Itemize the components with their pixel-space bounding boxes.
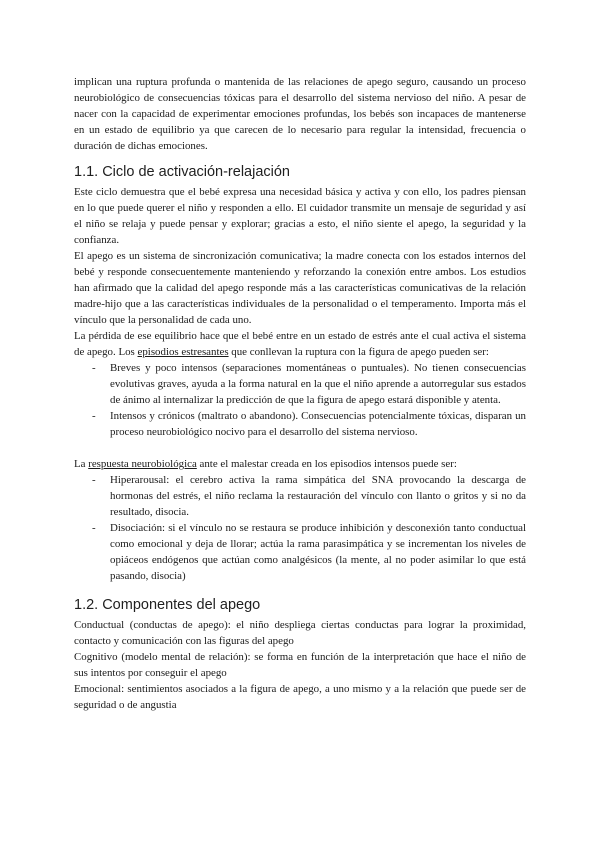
response-text-before: La — [74, 458, 89, 470]
stress-text-after: que conllevan la ruptura con la figura de apego pueden ser: — [228, 346, 489, 358]
list-item: - Disociación: si el vínculo no se restaura se produce inhibición y desconexión tanto conductual como emocional y deja de llorar; actúa la rama parasimpática y se incrementan los niveles de opiáceos endógenos que actúan como analgésicos (la mente, al no poder asimilar lo que está pasando, disocia) — [110, 520, 526, 584]
response-list — [74, 472, 526, 584]
paragraph-sync: El apego es un sistema de sincronización comunicativa; la madre conecta con los estados internos del bebé y responde consecuentemente manteniendo y reforzando la conexión entre ambos. Los estudios han afirmado que la calidad del apego responde más a las características comunicativas de la relación madre-hijo que a las características individuales de la personalidad o el temperamento. Importa más el vínculo que la personalidad de cada uno. — [74, 250, 526, 326]
paragraph-cycle: Este ciclo demuestra que el bebé expresa una necesidad básica y activa y con ello, los padres piensan en lo que puede querer el niño y responden a ello. El cuidador transmite un mensaje de seguridad y así el niño se relaja y puede pensar y explorar; gracias a esto, el niño siente el apego, la seguridad y la confianza. — [74, 186, 526, 246]
episodes-list — [74, 360, 526, 440]
stress-text-before: La pérdida de ese equilibrio hace que el bebé entre en un estado de estrés ante el cual activa el sistema de apego. Los — [74, 330, 526, 358]
neurobiological-response-term: respuesta neurobiológica — [88, 458, 197, 470]
list-item: - Intensos y crónicos (maltrato o abandono). Consecuencias potencialmente tóxicas, disparan un proceso neurobiológico nocivo para el desarrollo del sistema nervioso. — [110, 408, 526, 440]
document-body — [74, 74, 526, 713]
section-heading-attachment-components: 1.2. Componentes del apego — [74, 597, 261, 613]
spacer — [74, 440, 526, 456]
stressful-episodes-term: episodios estresantes — [137, 346, 229, 358]
list-item: - Hiperarousal: el cerebro activa la rama simpática del SNA provocando la descarga de hormonas del estrés, el niño reclama la restauración del vínculo con llanto o gritos y si no da resultado, disocia. — [110, 472, 526, 520]
section-heading-activation-cycle: 1.1. Ciclo de activación-relajación — [74, 164, 290, 180]
component-behavioral: Conductual (conductas de apego): el niño despliega ciertas conductas para lograr la proximidad, contacto y comunicación con las figuras del apego — [74, 619, 526, 647]
component-cognitive: Cognitivo (modelo mental de relación): se forma en función de la interpretación que hace el niño de sus intentos por conseguir el apego — [74, 651, 526, 679]
paragraph-stress — [74, 328, 526, 360]
component-emotional: Emocional: sentimientos asociados a la figura de apego, a uno mismo y a la relación que puede ser de seguridad o de angustia — [74, 683, 526, 711]
paragraph-response — [74, 456, 526, 472]
response-text-after: ante el malestar creada en los episodios intensos puede ser: — [196, 458, 457, 470]
list-item: - Breves y poco intensos (separaciones momentáneas o puntuales). No tienen consecuencias evolutivas graves, ayuda a la forma natural en la que el niño aprende a autorregular sus estados de ánimo al internalizar la predicción de que la figura de apego estará disponible y atenta. — [110, 360, 526, 408]
intro-paragraph: implican una ruptura profunda o mantenida de las relaciones de apego seguro, causando un proceso neurobiológico de consecuencias tóxicas para el desarrollo del sistema nervioso del niño. A pesar de nacer con la capacidad de experimentar emociones profundas, los bebés son incapaces de mantenerse en un estado de equilibrio ya que carecen de lo necesario para regular la intensidad, frecuencia o duración de dichas emociones. — [74, 76, 526, 152]
